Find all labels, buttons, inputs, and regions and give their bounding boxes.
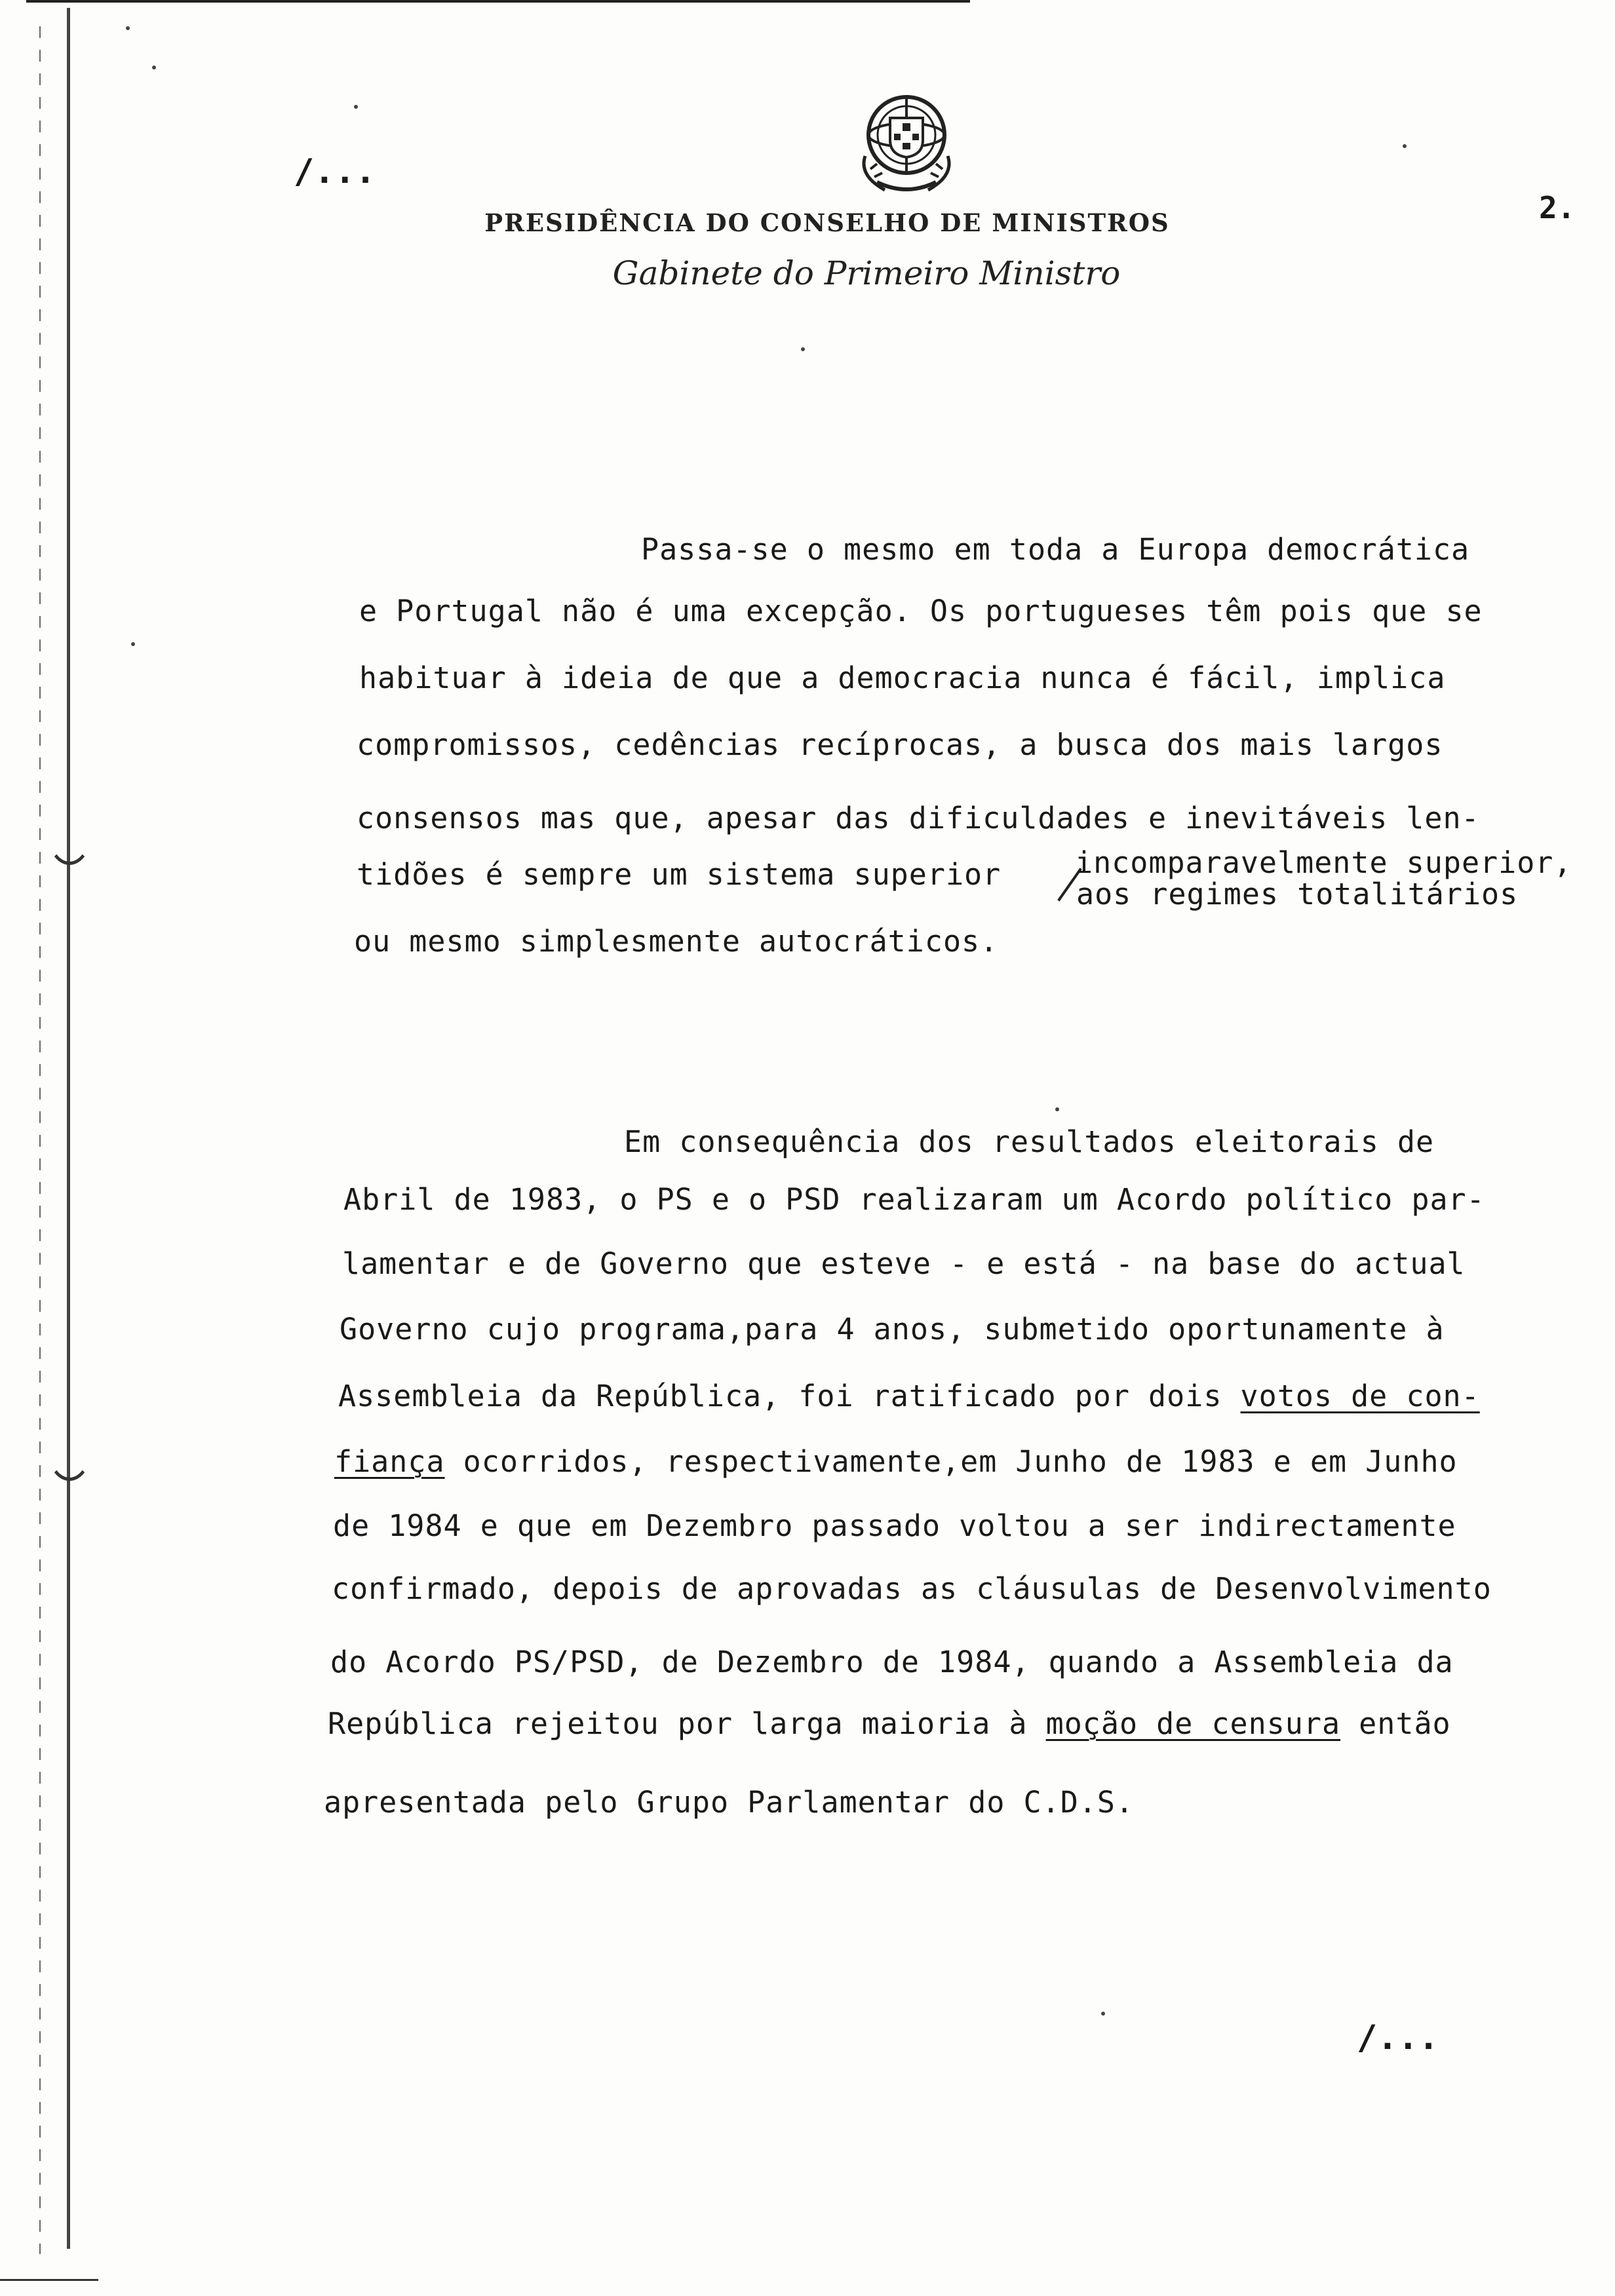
paragraph-line: confirmado, depois de aprovadas as cláusulas de Desenvolvimento xyxy=(332,1571,1492,1606)
scan-speck xyxy=(1403,144,1407,148)
paragraph-line: Governo cujo programa,para 4 anos, submetido oportunamente à xyxy=(340,1312,1445,1347)
scan-speck xyxy=(131,642,135,646)
paragraph-line: habituar à ideia de que a democracia nunca é fácil, implica xyxy=(359,660,1446,695)
continuation-mark-top: /... xyxy=(294,152,376,191)
paragraph-line: apresentada pelo Grupo Parlamentar do C.D.S. xyxy=(324,1785,1135,1820)
paragraph-line: lamentar e de Governo que esteve - e está - na base do actual xyxy=(342,1246,1466,1281)
scan-speck xyxy=(126,26,130,30)
page-edge-top xyxy=(26,0,970,3)
line-text: Assembleia da República, foi ratificado por dois xyxy=(338,1379,1241,1413)
paragraph-line xyxy=(334,1444,1458,1479)
paragraph-line: Em consequência dos resultados eleitorais de xyxy=(624,1124,1435,1159)
issuing-authority-header: PRESIDÊNCIA DO CONSELHO DE MINISTROS xyxy=(484,208,1170,237)
page-edge-bottom xyxy=(0,2279,98,2281)
underlined-phrase: votos de con- xyxy=(1240,1379,1480,1413)
coat-of-arms-seal xyxy=(851,77,962,202)
page-edge-left xyxy=(67,8,70,2249)
paragraph-line: e Portugal não é uma excepção. Os portugueses têm pois que se xyxy=(359,594,1483,628)
punch-hole-mark xyxy=(46,793,93,865)
line-text: então xyxy=(1340,1706,1451,1741)
paragraph-line xyxy=(328,1706,1451,1741)
paragraph-line: compromissos, cedências recíprocas, a busca dos mais largos xyxy=(357,727,1443,762)
paragraph-line: ou mesmo simplesmente autocráticos. xyxy=(354,924,999,959)
paragraph-line: Passa-se o mesmo em toda a Europa democrática xyxy=(641,532,1470,567)
continuation-mark-bottom: /... xyxy=(1357,2018,1439,2057)
scan-speck xyxy=(801,347,805,351)
paragraph-line xyxy=(338,1379,1480,1413)
page-number: 2. xyxy=(1539,190,1576,225)
underlined-phrase: moção de censura xyxy=(1045,1706,1341,1741)
scan-speck xyxy=(1055,1107,1059,1111)
page-edge-left-shadow xyxy=(39,26,41,2254)
paragraph-line: Abril de 1983, o PS e o PSD realizaram um Acordo político par- xyxy=(343,1182,1485,1217)
paragraph-line: do Acordo PS/PSD, de Dezembro de 1984, quando a Assembleia da xyxy=(330,1645,1454,1679)
line-text: ocorridos, respectivamente,em Junho de 1983 e em Junho xyxy=(444,1444,1458,1479)
line-text: República rejeitou por larga maioria à xyxy=(328,1706,1046,1741)
scan-speck xyxy=(152,66,156,69)
paragraph-line: tidões é sempre um sistema superior xyxy=(357,857,1002,892)
paragraph-line: aos regimes totalitários xyxy=(1076,877,1519,911)
scan-speck xyxy=(354,105,358,109)
handwritten-insertion: incomparavelmente superior, xyxy=(1075,845,1572,880)
underlined-phrase: fiança xyxy=(334,1444,445,1479)
cabinet-subtitle: Gabinete do Primeiro Ministro xyxy=(612,254,1121,292)
paragraph-line: consensos mas que, apesar das dificuldades e inevitáveis len- xyxy=(357,801,1480,835)
punch-hole-mark xyxy=(46,1409,93,1481)
scan-speck xyxy=(1101,2012,1105,2016)
paragraph-line: de 1984 e que em Dezembro passado voltou a ser indirectamente xyxy=(333,1508,1456,1543)
